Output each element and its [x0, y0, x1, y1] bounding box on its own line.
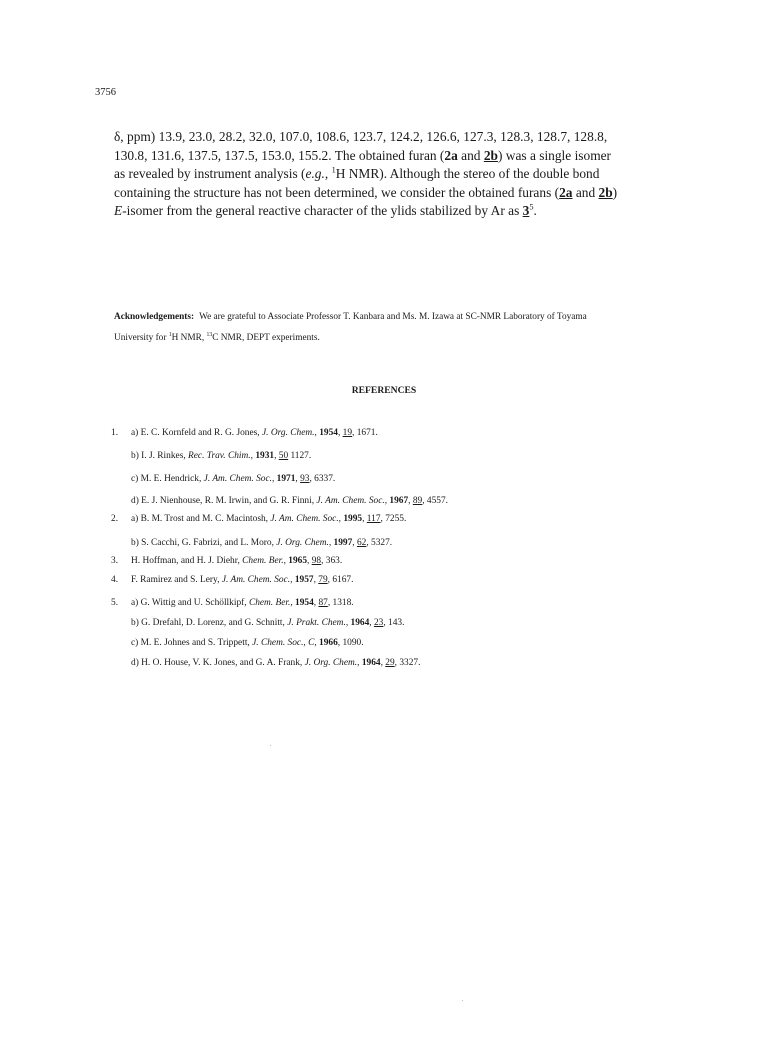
text-fragment: ,: [338, 514, 344, 524]
reference-volume: 117: [366, 514, 381, 524]
body-line-2: [114, 147, 674, 166]
reference-entry: [131, 451, 311, 461]
reference-number: 2.: [111, 514, 119, 524]
reference-year: 1964: [361, 658, 381, 668]
reference-journal: J. Am. Chem. Soc.: [270, 514, 339, 524]
reference-journal: J. Org. Chem.: [276, 538, 329, 548]
references-heading: REFERENCES: [351, 385, 417, 396]
reference-volume: 98: [311, 556, 322, 566]
reference-entry: [131, 474, 335, 484]
reference-number: 3.: [111, 556, 119, 566]
compound-3: 3: [522, 203, 530, 219]
text-fragment: ,: [307, 556, 312, 566]
reference-pages: , 1671.: [352, 428, 378, 438]
reference-authors: G. Drefahl, D. Lorenz, and G. Schnitt,: [141, 618, 288, 628]
reference-pages: 1127.: [288, 451, 312, 461]
superscript: 1: [331, 165, 336, 175]
scan-speck: [270, 745, 271, 746]
superscript: 1: [168, 331, 172, 338]
text-fragment: University for: [114, 333, 169, 343]
scan-speck: [462, 1000, 463, 1001]
reference-authors: M. E. Johnes and S. Trippett,: [140, 638, 253, 648]
reference-authors: M. E. Hendrick,: [140, 474, 204, 484]
reference-year: 1931: [255, 451, 275, 461]
text-fragment: ,: [295, 474, 301, 484]
reference-volume: 19: [342, 428, 352, 438]
reference-sub-label: b): [131, 538, 139, 548]
compound-2a: 2a: [559, 184, 573, 200]
reference-year: 1954: [319, 428, 338, 438]
reference-journal: J. Chem. Soc., C: [252, 638, 315, 648]
reference-entry: [111, 428, 378, 438]
reference-authors: E. J. Nienhouse, R. M. Irwin, and G. R. Finni,: [141, 496, 317, 506]
reference-journal: J. Am. Chem. Soc.: [203, 474, 272, 484]
reference-authors: I. J. Rinkes,: [141, 451, 189, 461]
reference-year: 1964: [350, 618, 370, 628]
text-fragment: ,: [290, 575, 295, 585]
text-fragment: ,: [345, 618, 351, 628]
reference-journal: J. Am. Chem. Soc.: [316, 496, 385, 506]
text-fragment: ,: [362, 514, 367, 524]
text-fragment: ,: [357, 658, 362, 668]
body-line-1: δ, ppm) 13.9, 23.0, 28.2, 32.0, 107.0, 108.6, 123.7, 124.2, 126.6, 127.3, 128.3, 128.7, 128.8,: [114, 129, 608, 144]
body-line-5: [114, 202, 674, 221]
reference-pages: , 5327.: [366, 538, 393, 548]
ack-line-2: [114, 328, 674, 349]
reference-year: 1966: [319, 638, 338, 648]
reference-year: 1995: [343, 514, 363, 524]
reference-entry: [111, 514, 407, 524]
text-fragment: ,: [380, 658, 386, 668]
reference-sub-label: d): [131, 658, 139, 668]
italic-e: E: [114, 203, 123, 219]
text-fragment: ): [612, 184, 618, 200]
reference-sub-label: b): [131, 618, 139, 628]
reference-volume: 89: [412, 496, 423, 506]
reference-sub-label: c): [131, 474, 139, 484]
text-fragment: 130.8, 131.6, 137.5, 137.5, 153.0, 155.2. The obtained furan (: [114, 147, 445, 163]
text-fragment: ,: [384, 496, 390, 506]
text-fragment: ,: [314, 428, 320, 438]
compound-2a: 2a: [444, 147, 458, 163]
reference-volume: 93: [300, 474, 310, 484]
reference-entry: [131, 658, 420, 668]
reference-volume: 62: [356, 538, 367, 548]
text-fragment: ,: [337, 638, 343, 648]
reference-entry: [131, 496, 448, 506]
text-fragment: C NMR, DEPT experiments.: [212, 333, 320, 343]
text-fragment: -isomer from the general reactive character of the ylids stabilized by Ar as: [122, 203, 523, 219]
text-fragment: ,: [313, 575, 319, 585]
reference-pages: , 6167.: [327, 575, 354, 585]
text-fragment: ,: [313, 598, 319, 608]
reference-entry: [111, 556, 343, 566]
reference-sub-label: c): [131, 638, 139, 648]
text-fragment: ,: [274, 451, 279, 461]
reference-pages: , 4557.: [422, 496, 449, 506]
reference-entry: [131, 638, 364, 648]
reference-entry: [131, 618, 404, 628]
reference-pages: 1090.: [342, 638, 364, 648]
text-fragment: ,: [250, 451, 256, 461]
acknowledgements: [114, 307, 674, 349]
ack-line-1: [114, 307, 674, 328]
text-fragment: containing the structure has not been determined, we consider the obtained furans (: [114, 184, 560, 200]
reference-number: 4.: [111, 575, 119, 585]
text-fragment: .: [533, 203, 537, 219]
text-fragment: ,: [290, 598, 296, 608]
reference-authors: E. C. Kornfeld and R. G. Jones,: [140, 428, 262, 438]
reference-number: 5.: [111, 598, 119, 608]
ack-label: Acknowledgements:: [114, 312, 195, 322]
superscript: 13: [206, 331, 213, 338]
reference-sub-label: b): [131, 451, 139, 461]
text-fragment: H NMR). Although the stereo of the double bond: [335, 166, 600, 182]
reference-authors: G. Wittig and U. Schöllkipf,: [140, 598, 249, 608]
reference-volume: 29: [385, 658, 395, 668]
text-fragment: ,: [283, 556, 289, 566]
reference-superscript: 5: [529, 202, 534, 212]
text-fragment: ,: [324, 166, 332, 182]
reference-authors: S. Cacchi, G. Fabrizi, and L. Moro,: [141, 538, 277, 548]
reference-pages: , 7255.: [380, 514, 407, 524]
body-line-3: [114, 165, 674, 184]
reference-authors: B. M. Trost and M. C. Macintosh,: [140, 514, 271, 524]
reference-entry: [111, 598, 354, 608]
reference-journal: J. Org. Chem.: [261, 428, 315, 438]
text-fragment: ,: [271, 474, 277, 484]
reference-pages: , 143.: [383, 618, 405, 628]
reference-year: 1954: [295, 598, 314, 608]
compound-2b: 2b: [483, 147, 498, 163]
reference-volume: 50: [278, 451, 289, 461]
reference-entry: [131, 538, 392, 548]
text-fragment: ) was a single isomer: [497, 147, 612, 163]
reference-number: 1.: [111, 428, 119, 438]
reference-authors: H. O. House, V. K. Jones, and G. A. Frank,: [141, 658, 305, 668]
reference-journal: J. Prakt. Chem.: [287, 618, 346, 628]
reference-sub-label: a): [131, 598, 139, 608]
text-fragment: as revealed by instrument analysis (: [114, 166, 306, 182]
text-fragment: and: [457, 147, 484, 163]
reference-journal: Chem. Ber.: [242, 556, 284, 566]
reference-volume: 23: [373, 618, 384, 628]
reference-sub-label: a): [131, 514, 139, 524]
reference-pages: , 3327.: [394, 658, 421, 668]
text-fragment: ,: [328, 538, 334, 548]
reference-sub-label: a): [131, 428, 139, 438]
text-fragment: ,: [337, 428, 343, 438]
reference-journal: J. Org. Chem.: [304, 658, 358, 668]
reference-year: 1971: [276, 474, 296, 484]
text-fragment: ,: [408, 496, 413, 506]
page-number: 3756: [95, 87, 116, 98]
text-fragment: and: [572, 184, 599, 200]
italic-eg: e.g.: [305, 166, 325, 182]
reference-journal: J. Am. Chem. Soc.: [221, 575, 291, 585]
body-line-4: [114, 184, 674, 203]
reference-volume: 87: [318, 598, 328, 608]
text-fragment: We are grateful to Associate Professor T. Kanbara and Ms. M. Izawa at SC-NMR Laboratory of Toyama: [199, 312, 587, 322]
reference-journal: Rec. Trav. Chim.: [188, 451, 251, 461]
reference-volume: 79: [318, 575, 328, 585]
reference-authors: F. Ramirez and S. Lery,: [131, 575, 222, 585]
reference-pages: , 363.: [321, 556, 343, 566]
reference-pages: , 1318.: [327, 598, 354, 608]
reference-entry: [111, 575, 354, 585]
compound-2b: 2b: [598, 184, 613, 200]
reference-journal: Chem. Ber.: [248, 598, 291, 608]
body-paragraph: [114, 128, 674, 221]
text-fragment: ,: [369, 618, 374, 628]
text-fragment: ,: [314, 638, 320, 648]
reference-authors: H. Hoffman, and H. J. Diehr,: [131, 556, 243, 566]
text-fragment: H NMR,: [171, 333, 207, 343]
reference-year: 1965: [288, 556, 307, 566]
text-fragment: ,: [352, 538, 357, 548]
reference-year: 1957: [294, 575, 314, 585]
reference-sub-label: d): [131, 496, 139, 506]
reference-pages: , 6337.: [309, 474, 336, 484]
reference-year: 1997: [333, 538, 353, 548]
reference-year: 1967: [389, 496, 409, 506]
